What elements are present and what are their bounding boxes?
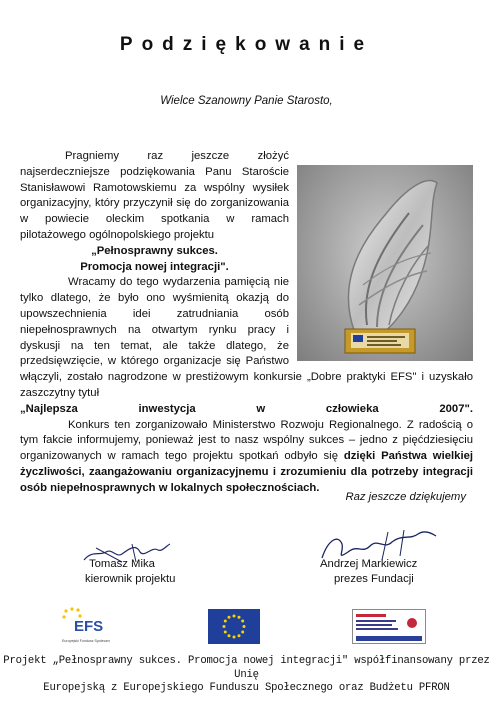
signer-role: kierownik projektu xyxy=(85,573,176,585)
project-name-line-1: „Pełnosprawny sukces. xyxy=(91,244,218,257)
sponsor-logos xyxy=(0,607,493,647)
paragraph-3-bold: dzięki Państwa wielkiej życzliwości, zaangażowaniu organizacyjnemu i zrozumieniu dla potrzeby integracji osób niepełnosprawnych w lokalnych społecznościach. xyxy=(20,450,473,494)
efs-logo-text: EFS xyxy=(74,618,104,635)
project-name-line-2: Promocja nowej integracji". xyxy=(80,260,229,273)
signer-role: prezes Fundacji xyxy=(334,573,414,585)
pfron-logo xyxy=(352,609,426,644)
document-title: Podziękowanie xyxy=(119,34,374,55)
footer-line-1: Projekt „Pełnosprawny sukces. Promocja nowej integracji" współfinansowany przez Unię xyxy=(3,655,490,681)
letter-body xyxy=(20,149,473,497)
paragraph-3-text: Konkurs ten zorganizowało Ministerstwo Rozwoju Regionalnego. Z radością o tym fakcie informujemy, ponieważ jest to nasz wspólny sukces – jedno z pięćdziesięciu organizowanych w ramach tego projektu spotkań odbyło się xyxy=(20,418,473,463)
signature-block-right xyxy=(320,557,417,587)
paragraph-1: Pragniemy raz jeszcze złożyć najserdeczniejsze podziękowania Panu Staroście Stanisławowi Ramotowskiemu za wspólny wysiłek organizacyjny, który przyczynił się do zorganizowania w powiecie oleckim spotkania w ramach pilotażowego ogólnopolskiego projektu xyxy=(20,150,289,241)
salutation: Wielce Szanowny Panie Starosto, xyxy=(160,95,333,107)
award-trophy-photo xyxy=(297,165,473,361)
efs-logo-caption: Europejski Fundusz Społeczny xyxy=(62,639,110,643)
signer-name: Andrzej Markiewicz xyxy=(320,558,418,570)
paragraph-2: Wracamy do tego wydarzenia pamięcią nie tylko dlatego, że było ono wyśmienitą okazją do upowszechnienia idei zatrudniania osób niepełnosprawnych na otwartym rynku pracy i dyskusji na ten temat, ale także dlatego, że przedsięwzięcie, w którego organizacje się Państwo włączyli, zostało nagrodzone w prestiżowym konkursie „Dobre praktyki EFS" i uzyskało zaszczytny tytuł xyxy=(20,276,473,399)
signature-block-left xyxy=(85,557,176,587)
footer-line-2: Europejską z Europejskiego Funduszu Społecznego oraz Budżetu PFRON xyxy=(43,682,450,694)
signer-name: Tomasz Mika xyxy=(89,558,155,570)
award-title: „Najlepsza inwestycja w człowieka 2007". xyxy=(20,402,473,415)
efs-logo xyxy=(60,607,110,645)
eu-flag-logo xyxy=(208,609,260,644)
paragraph-3 xyxy=(20,418,473,497)
footer-funding-note xyxy=(0,655,493,696)
closing-thanks: Raz jeszcze dziękujemy xyxy=(345,491,466,503)
